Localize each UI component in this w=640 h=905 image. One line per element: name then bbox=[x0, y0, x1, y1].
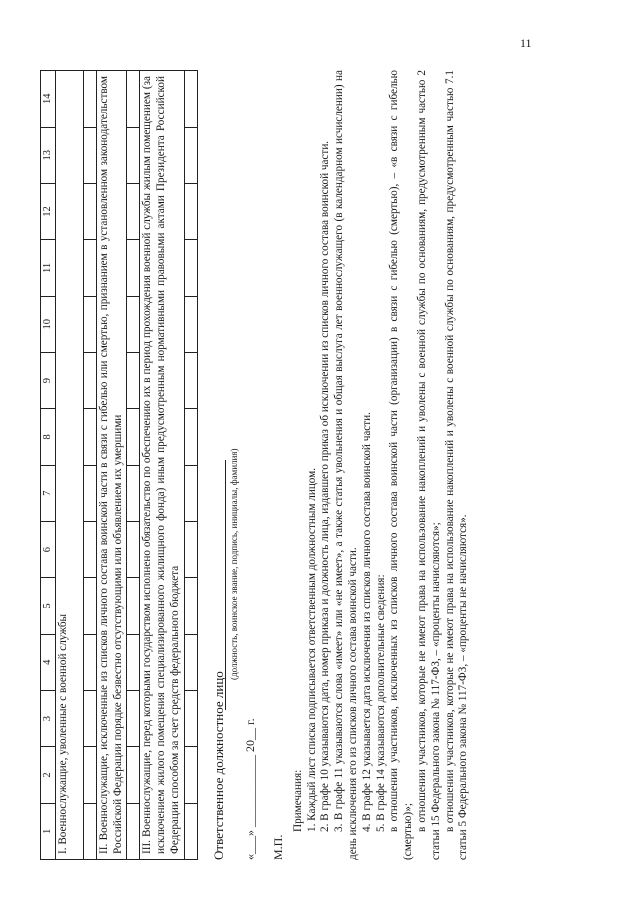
column-number: 9 bbox=[41, 352, 56, 408]
note-item: в отношении участников, исключенных из списков личного состава воинской части (организации) в связи с гибелью (смертью), – «в связи с гибелью (смертью)»; bbox=[388, 70, 415, 860]
rotated-content bbox=[40, 70, 580, 860]
column-number: 3 bbox=[41, 690, 56, 746]
column-number: 8 bbox=[41, 409, 56, 465]
date-line: «___» ____________ 20__ г. bbox=[242, 718, 257, 860]
column-number: 6 bbox=[41, 521, 56, 577]
column-number: 7 bbox=[41, 465, 56, 521]
section-row bbox=[96, 71, 127, 860]
notes-heading: Примечания: bbox=[291, 769, 304, 832]
section-3-label: III. Военнослужащие, перед которыми государством исполнено обязательство по обеспечению их в период прохождения военной службы жилым помещением (за исключением жилого помещения специализированного жилищного фонда) иным предусмотренным нормативными правовыми актами Президента Российской Федерации способом за счет средств федерального бюджета bbox=[140, 71, 184, 860]
empty-row bbox=[184, 71, 197, 860]
signature-caption: (должность, воинское звание, подпись, инициалы, фамилия) bbox=[228, 448, 239, 680]
page-number: 11 bbox=[520, 36, 532, 50]
note-item: 5. В графе 14 указываются дополнительные сведения: bbox=[374, 574, 387, 832]
notes bbox=[292, 70, 471, 860]
section-2-label: II. Военнослужащие, исключенные из списков личного состава воинской части в связи с гибелью или смертью, признанием в установленном законодательством Российской Федерации порядке безвестно отсутствующими или объявлением их умершими bbox=[96, 71, 127, 860]
note-item: 2. В графе 10 указываются дата, номер приказа и должность лица, издавшего приказ об исключении из списков личного состава воинской части. bbox=[319, 140, 332, 832]
register-table bbox=[40, 70, 198, 860]
note-item: 1. Каждый лист списка подписывается ответственным должностным лицом. bbox=[305, 467, 318, 832]
signature-block bbox=[212, 70, 292, 860]
column-number: 4 bbox=[41, 634, 56, 690]
signature-line bbox=[225, 460, 226, 710]
note-item: 3. В графе 11 указываются слова «имеет» или «не имеет», а также статья увольнения и общая выслуга лет военнослужащего (в календарном исчислении) на день исключения его из списков личного состава воинской части. bbox=[333, 70, 359, 860]
stamp-place-label: М.П. bbox=[270, 834, 285, 860]
column-number: 10 bbox=[41, 296, 56, 352]
note-item: 4. В графе 12 указывается дата исключения из списков личного состава воинской части. bbox=[360, 412, 373, 832]
empty-row bbox=[127, 71, 140, 860]
column-number: 12 bbox=[41, 183, 56, 239]
column-number: 1 bbox=[41, 803, 56, 859]
section-row bbox=[140, 71, 184, 860]
section-row bbox=[55, 71, 83, 860]
note-item: в отношении участников, которые не имеют права на использование накоплений и уволены с военной службы по основаниям, предусмотренным частью 7.1 статьи 5 Федерального закона № 117-ФЗ, – «проценты не начисляются». bbox=[443, 70, 470, 860]
column-number: 5 bbox=[41, 578, 56, 634]
column-number: 14 bbox=[41, 71, 56, 128]
column-number-row bbox=[41, 71, 56, 860]
column-number: 11 bbox=[41, 240, 56, 296]
section-1-label: I. Военнослужащие, уволенные с военной службы bbox=[55, 71, 83, 860]
column-number: 13 bbox=[41, 127, 56, 183]
empty-row bbox=[83, 71, 96, 860]
column-number: 2 bbox=[41, 747, 56, 803]
responsible-official-label: Ответственное должностное лицо bbox=[210, 671, 226, 860]
note-item: в отношении участников, которые не имеют права на использование накоплений и уволены с военной службы по основаниям, предусмотренным частью 2 статьи 15 Федерального закона № 117-ФЗ, – «проценты начисляются»; bbox=[415, 70, 442, 860]
